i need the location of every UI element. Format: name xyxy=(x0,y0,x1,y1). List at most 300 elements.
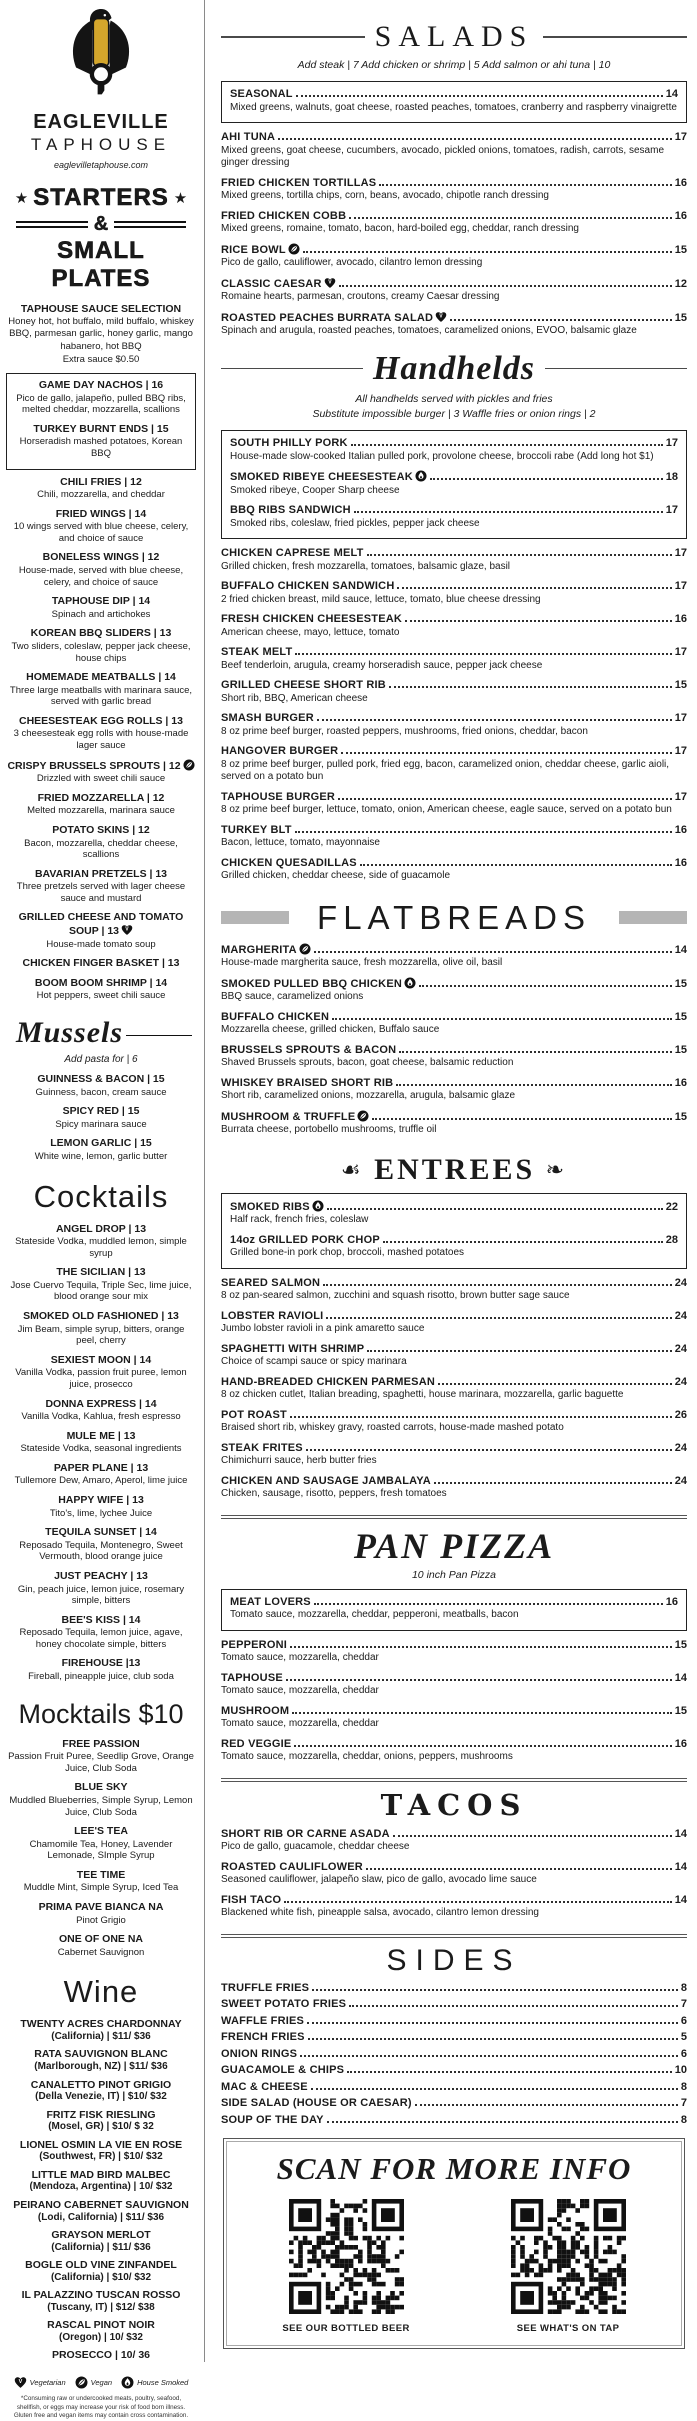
item-name: SEXIEST MOON | 14 xyxy=(50,1353,152,1366)
menu-item: TURKEY BLT 16 Bacon, lettuce, tomato, mayonnaise xyxy=(221,823,687,849)
item-price: 15 xyxy=(674,1110,687,1123)
item-price: 15 xyxy=(674,1638,687,1651)
menu-item xyxy=(6,2259,196,2283)
menu-item: SHORT RIB OR CARNE ASADA 14 Pico de gallo, guacamole, cheddar cheese xyxy=(221,1827,687,1853)
legend-item xyxy=(14,2376,66,2389)
menu-item xyxy=(6,508,196,545)
qr-caption: SEE OUR BOTTLED BEER xyxy=(282,2322,410,2334)
item-price: 14 xyxy=(665,88,678,101)
menu-item xyxy=(6,1462,196,1487)
qr-bottled-beer xyxy=(282,2199,409,2334)
item-name: JUST PEACHY | 13 xyxy=(54,1569,148,1582)
menu-item xyxy=(6,715,196,752)
item-price: 22 xyxy=(665,1200,678,1213)
item-price: 8 xyxy=(680,1981,687,1994)
item-name: GAME DAY NACHOS | 16 xyxy=(38,379,164,392)
menu-item xyxy=(6,551,196,588)
menu-item: TAPHOUSE BURGER 17 8 oz prime beef burger, lettuce, tomato, onion, American cheese, eagle sauce, served on a potato bun xyxy=(221,790,687,816)
dot-leader xyxy=(300,2055,678,2057)
wine-list xyxy=(6,2018,196,2362)
dot-leader xyxy=(295,653,671,655)
menu-item: CHICKEN AND SAUSAGE JAMBALAYA 24 Chicken, sausage, risotto, peppers, fresh tomatoes xyxy=(221,1474,687,1500)
item-price: 17 xyxy=(674,580,687,593)
dot-leader xyxy=(295,831,672,833)
pizza-list xyxy=(221,1639,687,1764)
dot-leader xyxy=(351,444,663,446)
ornament-left-icon: ☙ xyxy=(340,1156,364,1182)
item-desc: 8 oz pan-seared salmon, zucchini and squash risotto, brown butter sage sauce xyxy=(221,1290,570,1302)
sauce-extra: Extra sauce $0.50 xyxy=(62,354,140,366)
item-desc: Vanilla Vodka, passion fruit puree, lemon juice, prosecco xyxy=(15,1367,187,1390)
item-price: 24 xyxy=(674,1309,687,1322)
item-detail: (California) | $11/ $36 xyxy=(51,2030,151,2042)
item-name: POTATO SKINS | 12 xyxy=(52,823,150,836)
entrees-featured-box xyxy=(221,1193,687,1269)
salads-list xyxy=(221,131,687,338)
item-price: 16 xyxy=(674,1076,687,1089)
item-price: 28 xyxy=(665,1233,678,1246)
item-desc: Short rib, caramelized onions, mozzarella, arugula, balsamic glaze xyxy=(221,1090,516,1102)
section-wine-header: Wine xyxy=(63,1974,139,2010)
menu-item: MARGHERITA 14 House-made margherita sauce, fresh mozzarella, olive oil, basil xyxy=(221,943,687,969)
handhelds-title: Handhelds xyxy=(372,349,536,387)
dot-leader xyxy=(327,1208,663,1210)
item-name: BOGLE OLD VINE ZINFANDEL xyxy=(25,2259,177,2272)
entrees-list xyxy=(221,1277,687,1501)
menu-item: HAND-BREADED CHICKEN PARMESAN 24 8 oz chicken cutlet, Italian breading, spaghetti, house marinara, mozzarella, garlic baguette xyxy=(221,1375,687,1401)
tacos-list xyxy=(221,1828,687,1920)
dot-leader xyxy=(434,1482,672,1484)
vegan-icon xyxy=(75,2376,88,2389)
sauce-title: TAPHOUSE SAUCE SELECTION xyxy=(20,303,182,315)
item-desc: 8 oz prime beef burger, pulled pork, fried egg, bacon, caramelized onion, cheddar cheese, garlic aioli, served on a potato bun xyxy=(221,758,670,783)
item-price: 15 xyxy=(674,977,687,990)
dot-leader xyxy=(338,798,672,800)
sauce-desc: Honey hot, hot buffalo, mild buffalo, whiskey BBQ, parmesan garlic, honey garlic, mango habanero, hot BBQ xyxy=(8,316,194,352)
item-desc: Short rib, BBQ, American cheese xyxy=(221,692,368,704)
item-desc: Spinach and artichokes xyxy=(51,608,151,620)
menu-item xyxy=(6,1570,196,1607)
menu-item xyxy=(6,759,196,785)
menu-item: SIDE SALAD (HOUSE OR CAESAR) 7 xyxy=(221,2097,687,2110)
small-plates-title: SMALL PLATES xyxy=(51,237,151,292)
qr-code-icon xyxy=(511,2199,626,2319)
item-name: KOREAN BBQ SLIDERS | 13 xyxy=(30,627,172,640)
item-desc: 8 oz chicken cutlet, Italian breading, spaghetti, house marinara, mozzarella, garlic baguette xyxy=(221,1389,624,1401)
smoked-icon xyxy=(404,977,416,989)
item-desc: Spicy marinara sauce xyxy=(55,1118,147,1130)
dot-leader xyxy=(311,2088,678,2090)
item-desc: Melted mozzarella, marinara sauce xyxy=(27,805,175,817)
menu-item: STEAK MELT 17 Beef tenderloin, arugula, creamy horseradish sauce, pepper jack cheese xyxy=(221,646,687,671)
menu-item xyxy=(6,977,196,1002)
section-flatbreads-header xyxy=(221,899,687,937)
item-desc: Mixed greens, tortilla chips, corn, beans, avocado, chipotle ranch dressing xyxy=(221,190,549,202)
item-price: 15 xyxy=(674,679,687,692)
menu-item xyxy=(6,1738,196,1775)
menu-item: MUSHROOM & TRUFFLE 15 Burrata cheese, portobello mushrooms, truffle oil xyxy=(221,1110,687,1136)
menu-item: CHICKEN CAPRESE MELT 17 Grilled chicken, fresh mozzarella, tomatoes, balsamic glaze, basil xyxy=(221,547,687,572)
divider-line xyxy=(545,368,687,369)
legend-label: House Smoked xyxy=(137,2378,189,2388)
item-desc: Smoked ribs, coleslaw, fried pickles, pepper jack cheese xyxy=(230,517,480,529)
featured-starters-box xyxy=(6,373,196,470)
gray-bar xyxy=(221,911,289,924)
menu-item xyxy=(6,1310,196,1347)
item-name: TAPHOUSE DIP | 14 xyxy=(51,595,151,608)
item-price: 14 xyxy=(674,1671,687,1684)
item-price: 15 xyxy=(674,1043,687,1056)
mussels-note: Add pasta for | 6 xyxy=(64,1054,138,1065)
item-price: 15 xyxy=(674,311,687,324)
dot-leader xyxy=(323,1284,672,1286)
item-price: 16 xyxy=(674,856,687,869)
dot-leader xyxy=(314,951,672,953)
section-entrees-header xyxy=(221,1153,687,1187)
item-name: BLUE SKY xyxy=(74,1781,128,1794)
menu-item xyxy=(6,2229,196,2253)
handhelds-note xyxy=(221,392,687,422)
menu-item xyxy=(6,1354,196,1391)
item-desc: House-made, served with blue cheese, celery, and choice of sauce xyxy=(18,565,184,588)
handhelds-note1: All handhelds served with pickles and fries xyxy=(355,392,553,405)
menu-item: TRUFFLE FRIES 8 xyxy=(221,1981,687,1994)
menu-item xyxy=(6,2169,196,2193)
menu-item: FRENCH FRIES 5 xyxy=(221,2031,687,2044)
menu-item: WAFFLE FRIES 6 xyxy=(221,2014,687,2027)
item-price: 15 xyxy=(674,1704,687,1717)
menu-item: SMOKED PULLED BBQ CHICKEN 15 BBQ sauce, caramelized onions xyxy=(221,977,687,1003)
item-detail: (Lodi, California) | $11/ $36 xyxy=(37,2211,165,2223)
menu-item xyxy=(6,476,196,501)
item-desc: Bacon, lettuce, tomato, mayonnaise xyxy=(221,837,380,849)
menu-item: SMOKED RIBS 22 Half rack, french fries, coleslaw xyxy=(230,1200,678,1226)
menu-item xyxy=(6,2018,196,2042)
menu-item xyxy=(6,1223,196,1260)
divider-line xyxy=(221,36,365,37)
item-desc: Spinach and arugula, roasted peaches, tomatoes, caramelized onions, EVOO, balsamic glaze xyxy=(221,325,637,337)
dot-leader xyxy=(284,1901,671,1903)
gray-bar xyxy=(619,911,687,924)
handhelds-list xyxy=(221,547,687,883)
salads-title: SALADS xyxy=(374,20,534,53)
ampersand: & xyxy=(93,213,109,235)
menu-item: FISH TACO 14 Blackened white fish, pineapple salsa, avocado, cilantro lemon dressing xyxy=(221,1893,687,1919)
item-desc: Three pretzels served with lager cheese sauce and mustard xyxy=(16,881,186,904)
item-desc: White wine, lemon, garlic butter xyxy=(34,1150,168,1162)
dot-leader xyxy=(303,251,672,253)
menu-item: ONION RINGS 6 xyxy=(221,2047,687,2060)
dot-leader xyxy=(367,554,672,556)
menu-item xyxy=(6,1901,196,1926)
menu-item: TAPHOUSE 14 Tomato sauce, mozzarella, cheddar xyxy=(221,1671,687,1697)
menu-item: FRIED CHICKEN COBB 16 Mixed greens, romaine, tomato, bacon, hard-boiled egg, cheddar, ranch dressing xyxy=(221,209,687,235)
item-detail: (Della Venezie, IT) | $10/ $32 xyxy=(35,2091,167,2103)
menu-item xyxy=(6,868,196,905)
menu-item: SWEET POTATO FRIES 7 xyxy=(221,1998,687,2011)
item-desc: Chimichurri sauce, herb butter fries xyxy=(221,1455,377,1467)
item-desc: Stateside Vodka, muddled lemon, simple syrup xyxy=(15,1236,187,1259)
item-price: 14 xyxy=(674,1893,687,1906)
menu-item xyxy=(6,1137,196,1162)
item-name: TEE TIME xyxy=(76,1868,126,1881)
item-price: 15 xyxy=(674,1010,687,1023)
item-desc: Tomato sauce, mozzarella, cheddar xyxy=(221,1718,379,1730)
menu-item xyxy=(6,1869,196,1894)
menu-item: STEAK FRITES 24 Chimichurri sauce, herb butter fries xyxy=(221,1441,687,1467)
section-tacos-header: TACOS xyxy=(380,1787,528,1822)
menu-item xyxy=(6,1614,196,1651)
item-name: CHICKEN FINGER BASKET | 13 xyxy=(22,957,180,970)
brand-name-line2: TAPHOUSE xyxy=(30,135,172,154)
menu-item xyxy=(6,1398,196,1423)
item-price: 16 xyxy=(674,209,687,222)
item-desc: Tomato sauce, mozzarella, cheddar, pepperoni, meatballs, bacon xyxy=(230,1609,519,1621)
menu-item xyxy=(11,379,191,416)
item-desc: Romaine hearts, parmesan, croutons, creamy Caesar dressing xyxy=(221,291,500,303)
menu-item: SOUTH PHILLY PORK 17 House-made slow-cooked Italian pulled pork, provolone cheese, broccoli rabe (Add long hot $1) xyxy=(230,437,678,462)
item-name: IL PALAZZINO TUSCAN ROSSO xyxy=(21,2289,181,2302)
item-detail: (Tuscany, IT) | $12/ $38 xyxy=(47,2301,155,2313)
item-name: CHILI FRIES | 12 xyxy=(60,475,142,488)
item-name: RASCAL PINOT NOIR xyxy=(47,2319,155,2332)
item-price: 24 xyxy=(674,1441,687,1454)
item-price: 17 xyxy=(674,712,687,725)
item-name: TURKEY BURNT ENDS | 15 xyxy=(33,422,169,435)
item-desc: House-made slow-cooked Italian pulled pork, provolone cheese, broccoli rabe (Add long hot $1) xyxy=(230,450,654,462)
item-name: LEE'S TEA xyxy=(74,1825,128,1838)
item-desc: BBQ sauce, caramelized onions xyxy=(221,991,364,1003)
menu-item xyxy=(6,2139,196,2163)
item-price: 5 xyxy=(680,2031,687,2044)
dot-leader xyxy=(405,620,672,622)
menu-item xyxy=(6,1933,196,1958)
menu-item: AHI TUNA 17 Mixed greens, goat cheese, cucumbers, avocado, pickled onions, tomatoes, radish, carrots, sesame ginger dressing xyxy=(221,131,687,169)
item-detail: (Mosel, GR) | $10/ $ 32 xyxy=(48,2121,154,2133)
menu-item xyxy=(6,1073,196,1098)
item-desc: Tomato sauce, mozzarella, cheddar xyxy=(221,1685,379,1697)
dot-leader xyxy=(326,1317,671,1319)
menu-item: BUFFALO CHICKEN 15 Mozzarella cheese, grilled chicken, Buffalo sauce xyxy=(221,1010,687,1036)
underline-flourish xyxy=(126,1035,192,1036)
menu-item: HANGOVER BURGER 17 8 oz prime beef burger, pulled pork, fried egg, bacon, caramelized onion, cheddar cheese, garlic aioli, served on a potato bun xyxy=(221,745,687,783)
item-price: 17 xyxy=(674,745,687,758)
item-price: 17 xyxy=(665,437,678,450)
menu-item xyxy=(6,911,196,950)
scan-title: SCAN FOR MORE INFO xyxy=(276,2150,632,2186)
menu-item xyxy=(6,2048,196,2072)
dot-leader xyxy=(349,2005,678,2007)
mussels-list xyxy=(6,1073,196,1163)
menu-item: MUSHROOM 15 Tomato sauce, mozzarella, cheddar xyxy=(221,1704,687,1730)
item-desc: Grilled bone-in pork chop, broccoli, mashed potatoes xyxy=(230,1247,465,1259)
item-desc: Seasoned cauliflower, jalapeño slaw, pico de gallo, avocado lime sauce xyxy=(221,1874,537,1886)
legend-item xyxy=(121,2376,188,2389)
dot-leader xyxy=(327,2121,678,2123)
item-name: PROSECCO | 10/ 36 xyxy=(51,2349,151,2362)
item-desc: Three large meatballs with marinara sauce, served with garlic bread xyxy=(9,684,193,708)
item-desc: Braised short rib, whiskey gravy, roasted carrots, house-made mashed potato xyxy=(221,1422,564,1434)
dot-leader xyxy=(349,217,672,219)
vegan-icon xyxy=(299,943,311,955)
item-name: ANGEL DROP | 13 xyxy=(55,1222,147,1235)
menu-item: MEAT LOVERS 16 Tomato sauce, mozzarella, cheddar, pepperoni, meatballs, bacon xyxy=(230,1595,678,1621)
svg-text:V: V xyxy=(125,926,129,933)
menu-item xyxy=(6,2199,196,2223)
vegan-icon xyxy=(183,759,195,771)
item-price: 7 xyxy=(680,2097,687,2110)
section-mussels-header xyxy=(16,1016,192,1050)
item-price: 18 xyxy=(665,471,678,484)
item-desc: Muddle Mint, Simple Syrup, Iced Tea xyxy=(23,1882,179,1894)
item-detail: (Southwest, FR) | $10/ $32 xyxy=(39,2151,163,2163)
qr-whats-on-tap xyxy=(511,2199,626,2334)
item-name: HAPPY WIFE | 13 xyxy=(58,1494,144,1507)
dot-leader xyxy=(292,1712,672,1714)
dot-leader xyxy=(415,2104,678,2106)
item-name: TWENTY ACRES CHARDONNAY xyxy=(20,2018,182,2031)
divider-line xyxy=(16,221,88,228)
dot-leader xyxy=(308,2038,678,2040)
menu-item: GUACAMOLE & CHIPS 10 xyxy=(221,2064,687,2077)
item-desc: 8 oz prime beef burger, roasted peppers, mushrooms, fried onions, cheddar, bacon xyxy=(221,725,588,737)
menu-item xyxy=(6,2079,196,2103)
item-desc: 3 cheesesteak egg rolls with house-made lager sauce xyxy=(13,728,189,752)
item-desc: Stateside Vodka, seasonal ingredients xyxy=(20,1443,182,1455)
item-price: 16 xyxy=(674,1737,687,1750)
star-icon: ★ xyxy=(173,190,188,207)
starters-list xyxy=(6,476,196,1002)
menu-item: GRILLED CHEESE SHORT RIB 15 Short rib, BBQ, American cheese xyxy=(221,679,687,704)
menu-item xyxy=(6,824,196,861)
item-name: LITTLE MAD BIRD MALBEC xyxy=(31,2168,171,2181)
item-name: FRIED MOZZARELLA | 12 xyxy=(37,791,165,804)
menu-item: CHICKEN QUESADILLAS 16 Grilled chicken, cheddar cheese, side of guacamole xyxy=(221,856,687,882)
legend-item xyxy=(75,2376,112,2389)
pizza-featured-box xyxy=(221,1589,687,1631)
item-desc: Bacon, mozzarella, cheddar cheese, scallions xyxy=(24,837,178,861)
item-name: FIREHOUSE |13 xyxy=(61,1657,141,1670)
item-price: 24 xyxy=(674,1342,687,1355)
menu-item: SPAGHETTI WITH SHRIMP 24 Choice of scampi sauce or spicy marinara xyxy=(221,1342,687,1368)
divider-line xyxy=(114,221,186,228)
dot-leader xyxy=(396,1084,671,1086)
item-price: 16 xyxy=(665,1595,678,1608)
item-name: LEMON GARLIC | 15 xyxy=(50,1137,152,1150)
item-desc: Shaved Brussels sprouts, bacon, goat cheese, balsamic reduction xyxy=(221,1057,514,1069)
disclaimer-text: *Consuming raw or undercooked meats, poultry, seafood, shellfish, or eggs may increase your risk of food born illness. Gluten free and vegan items may contain cross contamination. xyxy=(13,2395,189,2420)
menu-item xyxy=(6,1526,196,1563)
dot-leader xyxy=(347,2071,672,2073)
left-column xyxy=(0,0,204,2420)
smoked-icon xyxy=(312,1200,324,1212)
item-desc: Grilled chicken, cheddar cheese, side of guacamole xyxy=(221,870,451,882)
item-name: BOOM BOOM SHRIMP | 14 xyxy=(34,976,168,989)
dot-leader xyxy=(339,285,672,287)
item-price: 17 xyxy=(674,790,687,803)
menu-item xyxy=(6,2109,196,2133)
website-url: eaglevilletaphouse.com xyxy=(53,160,149,170)
smoked-icon xyxy=(121,2376,134,2389)
menu-item xyxy=(6,2319,196,2343)
salads-featured-box xyxy=(221,81,687,123)
svg-text:V: V xyxy=(439,313,443,320)
star-icon: ★ xyxy=(14,190,29,207)
dot-leader xyxy=(360,864,672,866)
menu-item xyxy=(6,595,196,620)
menu-item: BUFFALO CHICKEN SANDWICH 17 2 fried chicken breast, mild sauce, lettuce, tomato, blue cheese dressing xyxy=(221,580,687,605)
item-price: 16 xyxy=(674,823,687,836)
menu-item: LOBSTER RAVIOLI 24 Jumbo lobster ravioli in a pink amaretto sauce xyxy=(221,1309,687,1335)
item-desc: Vanilla Vodka, Kahlua, fresh espresso xyxy=(21,1411,181,1423)
item-price: 24 xyxy=(674,1474,687,1487)
item-name: PEIRANO CABERNET SAUVIGNON xyxy=(13,2198,189,2211)
qr-code-icon xyxy=(289,2199,404,2319)
menu-item: MAC & CHEESE 8 xyxy=(221,2080,687,2093)
item-desc: American cheese, mayo, lettuce, tomato xyxy=(221,626,400,638)
item-desc: Beef tenderloin, arugula, creamy horseradish sauce, pepper jack cheese xyxy=(221,659,543,671)
item-desc: Tito's, lime, lychee Juice xyxy=(49,1507,153,1519)
item-desc: Mixed greens, romaine, tomato, bacon, hard-boiled egg, cheddar, ranch dressing xyxy=(221,223,579,235)
sides-list xyxy=(221,1982,687,2126)
cocktails-list xyxy=(6,1223,196,1683)
dot-leader xyxy=(278,138,672,140)
dot-leader xyxy=(307,2022,678,2024)
menu-item xyxy=(6,1430,196,1455)
item-price: 17 xyxy=(674,646,687,659)
right-column xyxy=(204,0,697,2362)
item-desc: Cabernet Sauvignon xyxy=(57,1946,145,1958)
item-price: 15 xyxy=(674,243,687,256)
dot-leader xyxy=(389,686,672,688)
item-price: 6 xyxy=(680,2014,687,2027)
item-desc: Choice of scampi sauce or spicy marinara xyxy=(221,1356,407,1368)
item-price: 6 xyxy=(680,2047,687,2060)
item-desc: Reposado Tequila, Montenegro, Sweet Vermouth, blood orange juice xyxy=(19,1539,183,1563)
menu-item xyxy=(11,423,191,460)
dot-leader xyxy=(438,1383,672,1385)
menu-item xyxy=(6,1266,196,1303)
item-name: CANALETTO PINOT GRIGIO xyxy=(30,2078,172,2091)
item-name: SMOKED OLD FASHIONED | 13 xyxy=(23,1310,179,1323)
menu-item: FRIED CHICKEN TORTILLAS 16 Mixed greens, tortilla chips, corn, beans, avocado, chipotle ranch dressing xyxy=(221,176,687,202)
item-desc: Fireball, pineapple juice, club soda xyxy=(28,1671,174,1683)
eagle-tap-logo-icon xyxy=(62,8,140,104)
item-price: 8 xyxy=(680,2113,687,2126)
pizza-subtitle: 10 inch Pan Pizza xyxy=(411,1568,497,1581)
flatbreads-title: FLATBREADS xyxy=(317,898,591,936)
item-desc: Reposado Tequila, lemon juice, agave, honey chocolate simple, bitters xyxy=(19,1627,183,1650)
item-desc: 10 wings served with blue cheese, celery, and choice of sauce xyxy=(13,521,189,544)
flatbreads-list xyxy=(221,943,687,1137)
menu-item xyxy=(6,1657,196,1682)
item-desc: Half rack, french fries, coleslaw xyxy=(230,1214,369,1226)
item-price: 8 xyxy=(680,2080,687,2093)
item-detail: (Mendoza, Argentina) | 10/ $32 xyxy=(29,2181,173,2193)
dot-leader xyxy=(286,1679,672,1681)
menu-item: SEASONAL 14 Mixed greens, walnuts, goat cheese, roasted peaches, tomatoes, cranberry and raspberry vinaigrette xyxy=(230,88,678,113)
item-name: FREE PASSION xyxy=(62,1737,140,1750)
section-salads-header xyxy=(221,20,687,54)
dot-leader xyxy=(383,1241,663,1243)
item-desc: Chicken, sausage, risotto, peppers, fresh tomatoes xyxy=(221,1488,447,1500)
dot-leader xyxy=(430,478,663,480)
menu-item: SMOKED RIBEYE CHEESESTEAK 18 Smoked ribeye, Cooper Sharp cheese xyxy=(230,471,678,496)
ornament-right-icon: ❧ xyxy=(545,1156,568,1182)
dot-leader xyxy=(367,1350,671,1352)
item-price: 24 xyxy=(674,1276,687,1289)
double-rule xyxy=(221,1515,687,1519)
